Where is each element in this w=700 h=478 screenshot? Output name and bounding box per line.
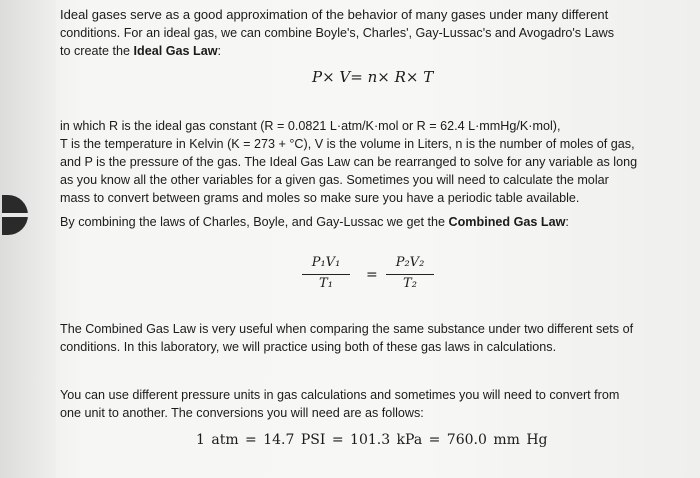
intro-line-3 <box>60 42 614 60</box>
explanation-line-6 <box>60 213 637 231</box>
left-fraction <box>300 255 352 294</box>
combined-line-1: The Combined Gas Law is very useful when comparing the same substance under two different sets of <box>60 322 634 336</box>
ideal-gas-formula: P× V= n× R× T <box>312 68 434 86</box>
explanation-line-3: and P is the pressure of the gas. The Ideal Gas Law can be rearranged to solve for any variable as long <box>60 155 638 169</box>
intro-line-1: Ideal gases serve as a good approximation of the behavior of many gases under many different <box>60 7 609 22</box>
explanation-line-5: mass to convert between grams and moles so make sure you have a periodic table available. <box>60 191 580 205</box>
pressure-conversion: 1 atm = 14.7 PSI = 101.3 kPa = 760.0 mm Hg <box>196 432 548 448</box>
combined-gas-law-term: Combined Gas Law <box>448 215 566 229</box>
units-line-1: You can use different pressure units in gas calculations and sometimes you will need to convert from <box>60 388 620 402</box>
right-fraction <box>384 255 436 294</box>
combined-line-2: conditions. In this laboratory, we will practice using both of these gas laws in calculations. <box>60 340 557 354</box>
intro-paragraph <box>60 6 614 60</box>
right-fraction-bar <box>386 274 434 275</box>
explanation-line-1: in which R is the ideal gas constant (R = 0.0821 L·atm/K·mol or R = 62.4 L·mmHg/K·mol), <box>60 119 561 133</box>
right-numerator: P₂V₂ <box>395 255 425 270</box>
left-denominator: T₁ <box>319 276 333 291</box>
explanation-line-2: T is the temperature in Kelvin (K = 273 + °C), V is the volume in Liters, n is the number of moles of gas, <box>60 137 635 151</box>
explanation-line-6-suffix: : <box>565 215 569 229</box>
intro-line-3-suffix: : <box>217 44 222 58</box>
explanation-line-4: as you know all the other variables for a given gas. Sometimes you will need to calculate the molar <box>60 173 609 187</box>
page-shadow-left <box>0 0 56 478</box>
right-denominator: T₂ <box>403 276 417 291</box>
equals-sign: = <box>366 267 378 283</box>
explanation-line-6-prefix: By combining the laws of Charles, Boyle, and Gay-Lussac we get the <box>60 215 449 229</box>
ideal-gas-law-term: Ideal Gas Law <box>133 44 218 58</box>
ideal-gas-explanation <box>60 117 637 231</box>
pressure-units-paragraph <box>60 386 619 422</box>
intro-line-3-prefix: to create the <box>60 44 134 58</box>
left-numerator: P₁V₁ <box>311 255 341 270</box>
combined-gas-paragraph <box>60 320 633 356</box>
units-line-2: one unit to another. The conversions you will need are as follows: <box>60 406 424 420</box>
intro-line-2: conditions. For an ideal gas, we can combine Boyle's, Charles', Gay-Lussac's and Avogadro's Laws <box>60 26 615 40</box>
left-fraction-bar <box>302 274 350 275</box>
combined-gas-formula <box>300 255 440 303</box>
